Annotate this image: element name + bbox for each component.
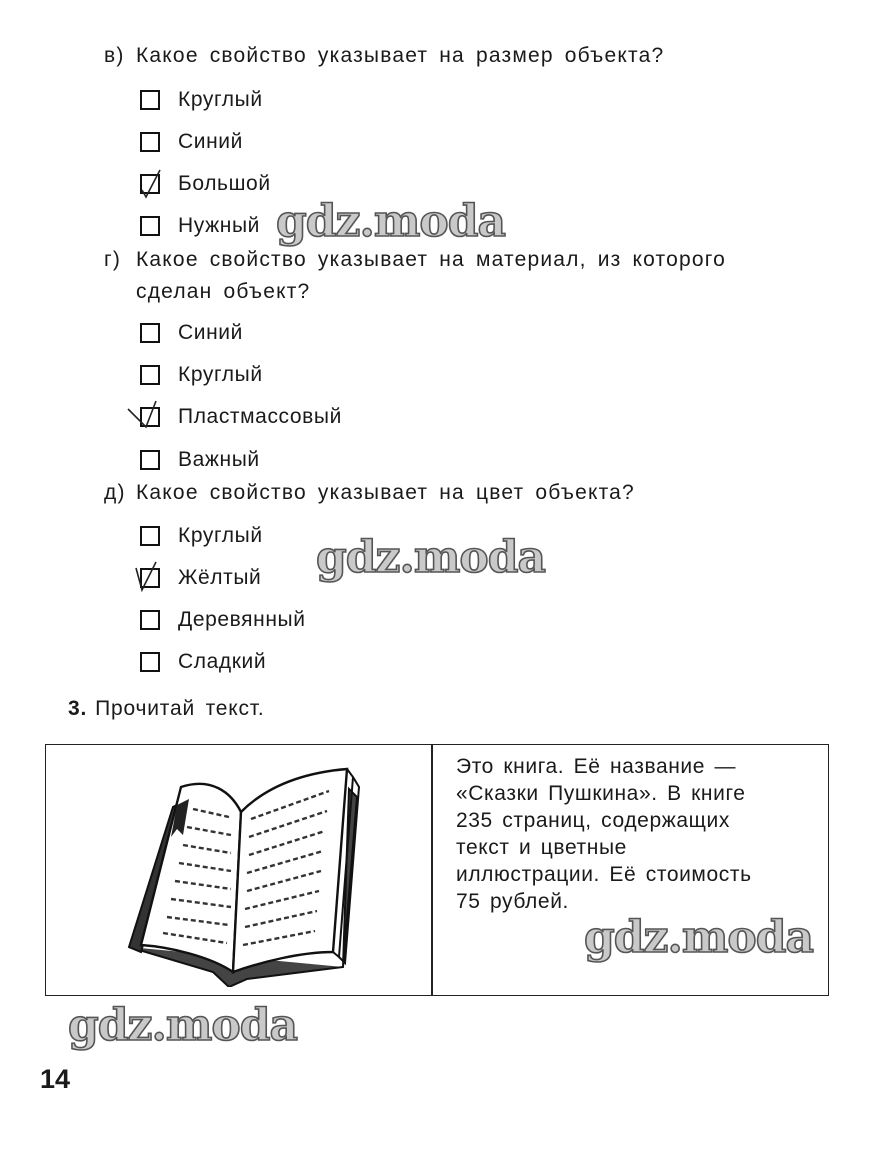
description-line: иллюстрации. Её стоимость <box>456 863 752 886</box>
option-checkbox[interactable] <box>140 129 243 155</box>
checkbox-checked[interactable] <box>140 568 160 588</box>
description-line: 235 страниц, содержащих <box>456 809 730 832</box>
option-checkbox[interactable] <box>140 649 266 675</box>
option-checkbox[interactable] <box>140 404 342 430</box>
book-description <box>456 753 816 915</box>
option-label: Нужный <box>178 214 260 237</box>
checkbox-checked[interactable] <box>140 407 160 427</box>
watermark: gdz.moda <box>316 532 546 583</box>
checkmark-icon <box>130 558 174 602</box>
checkbox[interactable] <box>140 652 160 672</box>
option-label: Большой <box>178 172 271 195</box>
option-label: Пластмассовый <box>178 405 342 428</box>
question-text: Какое свойство указывает на размер объекта? <box>136 44 665 67</box>
question-text-continuation: сделан объект? <box>136 280 311 303</box>
checkbox[interactable] <box>140 365 160 385</box>
question-label: г) <box>104 248 122 271</box>
option-checkbox[interactable] <box>140 447 260 473</box>
table-divider <box>431 745 433 995</box>
question-d <box>104 481 635 505</box>
option-label: Круглый <box>178 363 263 386</box>
option-label: Жёлтый <box>178 566 262 589</box>
description-line: текст и цветные <box>456 836 627 859</box>
question-label: в) <box>104 44 125 67</box>
checkbox[interactable] <box>140 526 160 546</box>
checkmark-icon <box>130 164 174 208</box>
checkbox[interactable] <box>140 216 160 236</box>
checkmark-icon <box>130 397 174 441</box>
checkbox[interactable] <box>140 610 160 630</box>
task-title: Прочитай текст. <box>95 697 265 720</box>
option-checkbox[interactable] <box>140 523 263 549</box>
description-line: Это книга. Её название — <box>456 755 737 778</box>
task-heading <box>68 697 265 721</box>
option-checkbox[interactable] <box>140 362 263 388</box>
open-book-illustration <box>121 757 371 987</box>
checkbox[interactable] <box>140 90 160 110</box>
description-line: «Сказки Пушкина». В книге <box>456 782 746 805</box>
description-line: 75 рублей. <box>456 890 569 913</box>
option-checkbox[interactable] <box>140 320 243 346</box>
option-checkbox[interactable] <box>140 565 261 591</box>
option-checkbox[interactable] <box>140 607 306 633</box>
checkbox[interactable] <box>140 323 160 343</box>
checkbox-checked[interactable] <box>140 174 160 194</box>
option-label: Деревянный <box>178 608 306 631</box>
checkbox[interactable] <box>140 450 160 470</box>
option-label: Сладкий <box>178 650 267 673</box>
task-number: 3. <box>68 697 88 720</box>
question-g <box>104 248 726 272</box>
watermark: gdz.moda <box>584 912 814 963</box>
checkbox[interactable] <box>140 132 160 152</box>
option-label: Важный <box>178 448 260 471</box>
question-text: Какое свойство указывает на материал, из которого <box>136 248 727 271</box>
page-number: 14 <box>40 1064 71 1094</box>
option-checkbox[interactable] <box>140 213 260 239</box>
question-v <box>104 44 664 68</box>
option-checkbox[interactable] <box>140 171 271 197</box>
option-label: Круглый <box>178 524 263 547</box>
option-label: Синий <box>178 130 243 153</box>
watermark: gdz.moda <box>68 1000 298 1051</box>
option-checkbox[interactable] <box>140 87 263 113</box>
option-label: Круглый <box>178 88 263 111</box>
question-text: Какое свойство указывает на цвет объекта? <box>136 481 635 504</box>
option-label: Синий <box>178 321 243 344</box>
question-label: д) <box>104 481 126 504</box>
watermark: gdz.moda <box>276 196 506 247</box>
